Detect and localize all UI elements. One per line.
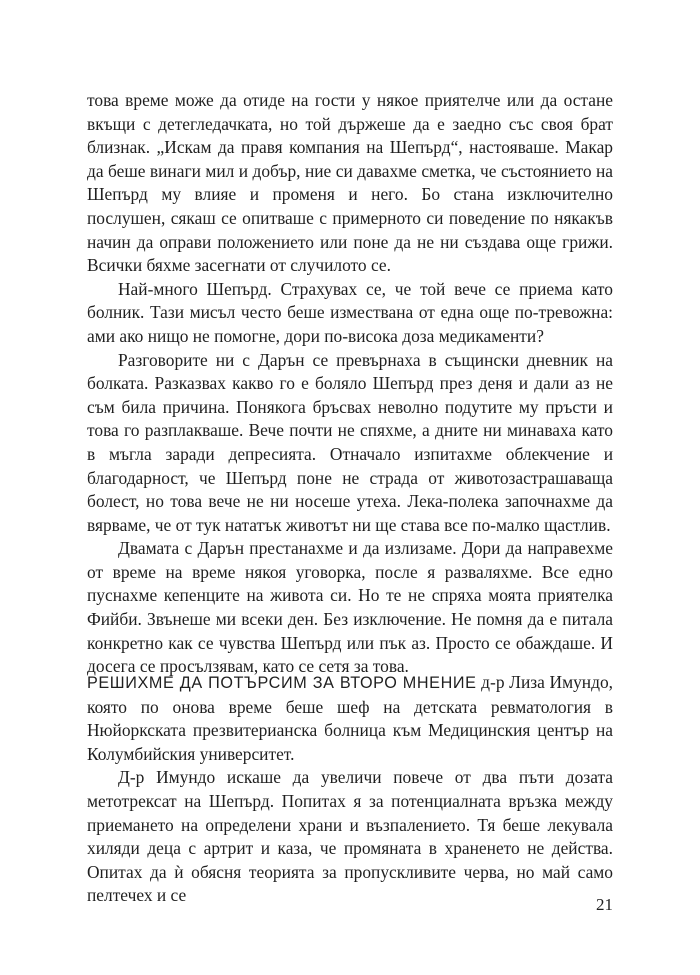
paragraph: Двамата с Дарън престанахме и да излизаме. Дори да направехме от време на време някоя уговорка, после я разваляхме. Все едно пуснахме кепенците на живота си. Но те не спряха моята приятелка Фийби. Звънеше ми всеки ден. Без изключение. Не помня да е питала конкретно как се чувства Шепърд или пък аз. Просто се обаждаше. И досега се просълзявам, като се сетя за това. <box>87 538 613 677</box>
section-heading: РЕШИХМЕ ДА ПОТЪРСИМ ЗА ВТОРО МНЕНИЕ <box>87 674 477 692</box>
paragraph: Д-р Имундо искаше да увеличи повече от два пъти дозата метотрексат на Шепърд. Попитах я за потенциалната връзка между приемането на определени храни и възпалението. Тя беше лекувала хиляди деца с артрит и каза, че промяната в храненето не действа. Опитах да ѝ обясня теорията за пропускливите черва, но май само пелтечех и се <box>87 767 613 906</box>
section-opening-paragraph <box>87 671 613 766</box>
page-number: 21 <box>596 895 613 914</box>
paragraph: Разговорите ни с Дарън се превърнаха в същински дневник на болката. Разказвах какво го е боляло Шепърд през деня и дали аз не съм била причина. Понякога бръсвах неволно подутите му пръсти и това го разплакваше. Вече почти не спяхме, а дните ни минаваха като в мъгла заради депресията. Отначало изпитахме облекчение и благодарност, че Шепърд поне не страда от животозастрашаваща болест, но това вече не ни носеше утеха. Лека-полека започнахме да вярваме, че от тук нататък животът ни ще става все по-малко щастлив. <box>87 349 613 535</box>
main-text-section <box>87 671 613 908</box>
paragraph-continued: това време може да отиде на гости у някое приятелче или да остане вкъщи с детегледачката, но той държеше да е заедно със своя брат близнак. „Искам да правя компания на Шепърд“, настояваше. Макар да беше винаги мил и добър, ние си давахме сметка, че състоянието на Шепърд му влияе и променя и него. Бо стана изключително послушен, сякаш се опитваше с примерното си поведение по някакъв начин да оправи положението или поне да не ни създава още грижи. Всички бяхме засегнати от случилото се. <box>87 90 613 276</box>
paragraph: Най-много Шепърд. Страхувах се, че той вече се приема като болник. Тази мисъл често беше измествана от една още по-тревожна: ами ако нищо не помогне, дори по-висока доза медикаменти? <box>87 278 613 346</box>
main-text-top <box>87 89 613 679</box>
section-opening-text: д-р Лиза Имундо, която по онова време беше шеф на детската ревматология в Нюйоркската презвитерианска болница към Медицинския център на Колумбийския университет. <box>87 672 614 764</box>
